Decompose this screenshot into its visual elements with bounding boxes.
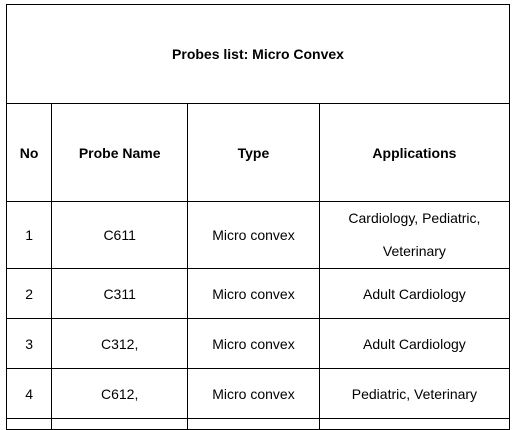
table-title: Probes list: Micro Convex [7,5,510,104]
header-no: No [7,104,52,202]
cell-empty [188,419,320,430]
cell-probe-name: C612, [52,369,188,419]
cell-applications: Pediatric, Veterinary [319,369,509,419]
cell-type: Micro convex [188,269,320,319]
cell-no: 2 [7,269,52,319]
table-row-partial [7,419,510,430]
applications-line-2: Veterinary [382,243,446,259]
cell-no: 4 [7,369,52,419]
cell-applications: Adult Cardiology [319,319,509,369]
cell-type: Micro convex [188,202,320,269]
cell-probe-name: C312, [52,319,188,369]
table-row [7,202,510,269]
probes-table [6,4,510,430]
cell-applications: Adult Cardiology [319,269,509,319]
cell-probe-name: C611 [52,202,188,269]
table-row [7,269,510,319]
cell-empty [7,419,52,430]
cell-applications [319,202,509,269]
header-applications: Applications [319,104,509,202]
cell-probe-name: C311 [52,269,188,319]
cell-no: 3 [7,319,52,369]
header-type: Type [188,104,320,202]
cell-empty [52,419,188,430]
title-row [7,5,510,104]
header-row [7,104,510,202]
table-row [7,369,510,419]
table-row [7,319,510,369]
applications-line-1: Cardiology, Pediatric, [348,210,481,226]
cell-no: 1 [7,202,52,269]
header-probe-name: Probe Name [52,104,188,202]
cell-type: Micro convex [188,319,320,369]
cell-empty [319,419,509,430]
cell-type: Micro convex [188,369,320,419]
